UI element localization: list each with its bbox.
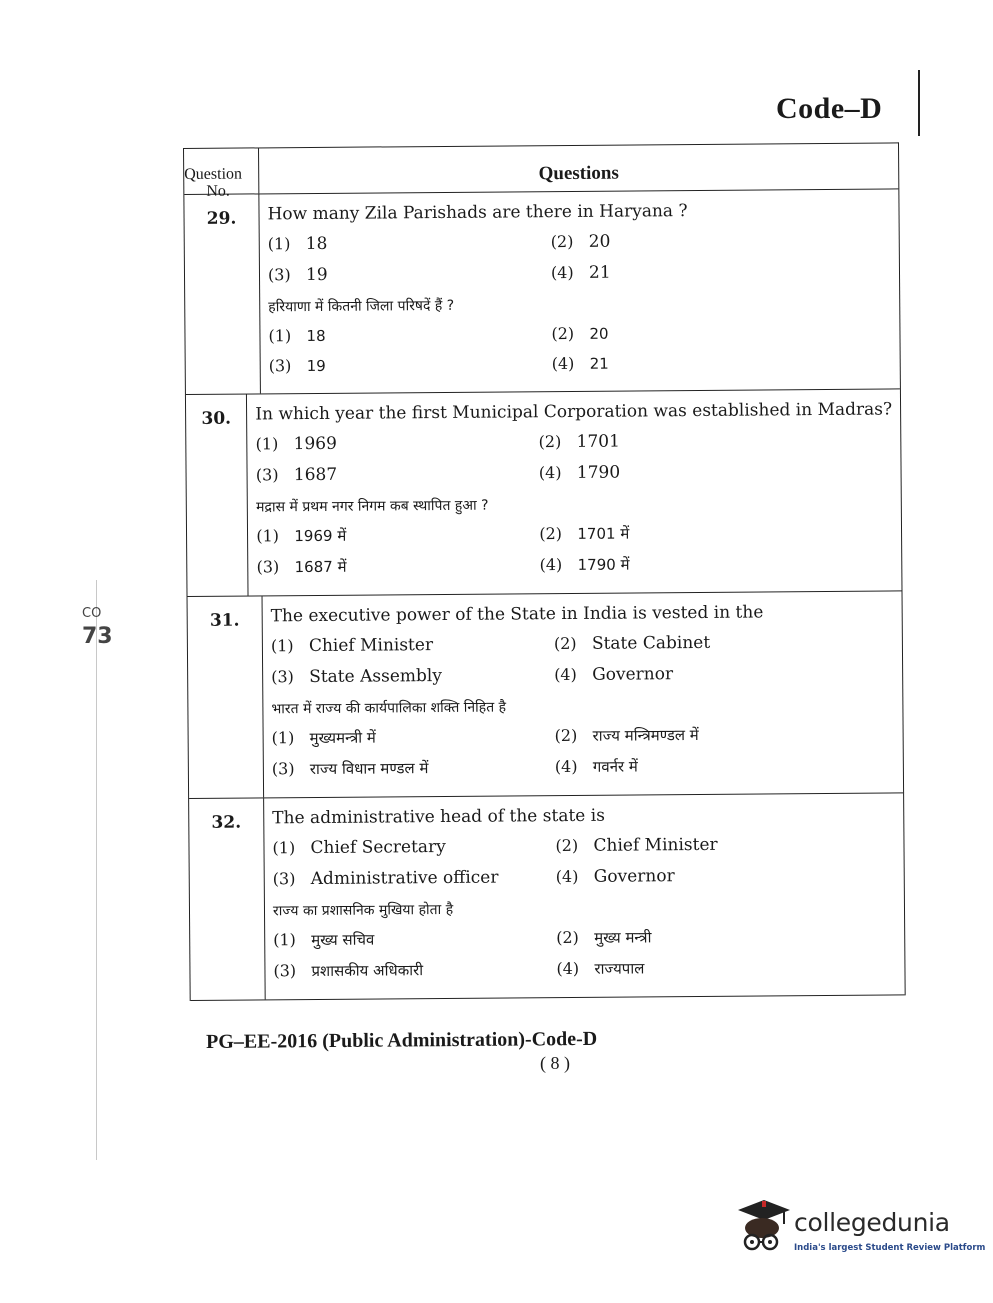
option-value: 1701 bbox=[576, 431, 620, 452]
paper-footer-title: PG–EE-2016 (Public Administration)-Code-D bbox=[206, 1027, 598, 1053]
option-label: (1) bbox=[256, 526, 280, 546]
option-value: Administrative officer bbox=[310, 867, 499, 890]
option-hi bbox=[555, 723, 895, 746]
option-label: (2) bbox=[553, 633, 577, 654]
option-value: 18 bbox=[305, 233, 328, 255]
option-value: Chief Minister bbox=[308, 635, 434, 657]
option-label: (4) bbox=[551, 353, 575, 374]
option-en bbox=[256, 463, 539, 485]
option-value: प्रशासकीय अधिकारी bbox=[311, 961, 424, 981]
options-hi bbox=[272, 723, 895, 779]
option-hi bbox=[273, 959, 556, 981]
option-value: राज्यपाल bbox=[594, 959, 645, 978]
option-en bbox=[556, 864, 896, 887]
column-header-no-line2: No. bbox=[206, 182, 230, 200]
option-label: (3) bbox=[272, 869, 296, 889]
question-text-hi: राज्य का प्रशासनिक मुखिया होता है bbox=[272, 901, 454, 920]
option-label: (2) bbox=[539, 524, 563, 544]
option-value: 1969 bbox=[293, 433, 337, 455]
option-hi bbox=[556, 925, 896, 948]
question-number: 30. bbox=[186, 395, 249, 596]
option-value: 19 bbox=[305, 264, 328, 286]
option-value: मुख्यमन्त्री में bbox=[309, 728, 376, 748]
option-hi bbox=[268, 324, 551, 345]
option-en bbox=[539, 460, 893, 483]
option-hi bbox=[555, 754, 895, 777]
option-value: 1790 bbox=[576, 462, 621, 483]
option-value: 1790 में bbox=[577, 555, 630, 574]
option-value: 21 bbox=[589, 354, 609, 373]
option-value: 1687 bbox=[293, 464, 338, 486]
option-value: 1687 में bbox=[294, 557, 347, 577]
option-value: State Cabinet bbox=[591, 632, 711, 654]
option-label: (2) bbox=[555, 835, 579, 856]
option-label: (4) bbox=[554, 756, 578, 777]
option-label: (2) bbox=[538, 432, 562, 452]
option-label: (1) bbox=[255, 434, 279, 454]
option-label: (4) bbox=[538, 463, 562, 483]
option-value: मुख्य मन्त्री bbox=[594, 928, 652, 947]
option-value: 21 bbox=[588, 262, 611, 283]
question-body bbox=[259, 189, 900, 393]
option-value: Governor bbox=[592, 664, 674, 685]
option-en bbox=[539, 429, 893, 452]
option-en bbox=[268, 263, 551, 285]
scan-stamp-line1: CO bbox=[82, 606, 102, 621]
option-en bbox=[272, 836, 555, 858]
column-header-questions: Questions bbox=[538, 162, 619, 185]
question-block bbox=[184, 189, 900, 395]
question-text-en: How many Zila Parishads are there in Haryana ? bbox=[267, 201, 688, 225]
option-value: Chief Secretary bbox=[310, 836, 446, 859]
question-text-en: In which year the first Municipal Corporation was established in Madras? bbox=[255, 399, 893, 425]
options-en bbox=[256, 429, 893, 485]
option-value: 1701 में bbox=[577, 524, 630, 543]
question-text-hi: मद्रास में प्रथम नगर निगम कब स्थापित हुआ ? bbox=[256, 497, 489, 516]
scan-edge-line bbox=[96, 580, 97, 1160]
option-label: (3) bbox=[273, 961, 297, 981]
option-hi bbox=[539, 521, 893, 544]
option-value: राज्य मन्त्रिमण्डल में bbox=[592, 725, 699, 745]
option-en bbox=[271, 634, 554, 656]
options-en bbox=[272, 833, 895, 889]
option-value: मुख्य सचिव bbox=[311, 930, 375, 950]
option-en bbox=[551, 260, 891, 283]
option-value: Governor bbox=[593, 866, 675, 887]
option-value: 20 bbox=[589, 324, 609, 343]
option-label: (3) bbox=[271, 667, 294, 687]
collegedunia-watermark bbox=[736, 1198, 986, 1268]
option-hi bbox=[272, 726, 555, 748]
option-en bbox=[551, 229, 891, 252]
question-body bbox=[264, 793, 905, 999]
option-en bbox=[273, 867, 556, 889]
options-en bbox=[271, 631, 894, 687]
option-label: (1) bbox=[268, 326, 292, 346]
question-body bbox=[263, 591, 904, 797]
question-number: 29. bbox=[184, 194, 261, 394]
option-label: (3) bbox=[267, 265, 291, 285]
question-text-hi: भारत में राज्य की कार्यपालिका शक्ति निहित है bbox=[271, 699, 507, 718]
option-en bbox=[555, 833, 895, 856]
option-label: (2) bbox=[550, 231, 574, 252]
question-table bbox=[183, 142, 906, 1001]
table-header bbox=[184, 143, 898, 200]
option-label: (4) bbox=[554, 664, 577, 685]
option-value: राज्य विधान मण्डल में bbox=[309, 759, 429, 779]
option-en bbox=[554, 631, 894, 654]
options-hi bbox=[273, 925, 896, 981]
option-label: (3) bbox=[268, 356, 292, 376]
option-hi bbox=[556, 956, 896, 979]
question-text-hi: हरियाणा में कितनी जिला परिषदें हैं ? bbox=[268, 297, 455, 316]
option-en bbox=[554, 662, 894, 685]
option-label: (1) bbox=[272, 838, 296, 858]
option-label: (3) bbox=[255, 465, 279, 485]
question-block bbox=[189, 793, 905, 1001]
option-label: (2) bbox=[556, 927, 579, 948]
option-hi bbox=[551, 321, 891, 343]
question-body bbox=[247, 389, 901, 595]
option-en bbox=[271, 665, 554, 687]
column-header-no-line1: Question bbox=[184, 165, 243, 183]
brand-tagline: India's largest Student Review Platform bbox=[794, 1243, 986, 1253]
option-en bbox=[268, 232, 551, 254]
question-text-en: The administrative head of the state is bbox=[272, 805, 605, 829]
option-value: 19 bbox=[306, 356, 326, 376]
page-number: ( 8 ) bbox=[540, 1053, 570, 1073]
option-label: (4) bbox=[550, 262, 574, 283]
option-label: (3) bbox=[256, 557, 280, 577]
option-hi bbox=[256, 524, 539, 546]
question-block bbox=[188, 591, 904, 799]
brand-name: collegedunia bbox=[794, 1208, 950, 1237]
graduate-mascot-icon bbox=[736, 1198, 792, 1258]
question-number: 32. bbox=[189, 798, 266, 1000]
options-en bbox=[268, 229, 891, 285]
paper-code: Code–D bbox=[776, 92, 883, 125]
question-block bbox=[186, 389, 902, 597]
options-hi bbox=[256, 521, 893, 577]
option-value: State Assembly bbox=[309, 665, 442, 688]
option-hi bbox=[273, 928, 556, 950]
option-hi bbox=[257, 555, 540, 577]
header-rule bbox=[918, 70, 920, 136]
options-hi bbox=[268, 321, 891, 375]
question-list bbox=[184, 189, 904, 1001]
option-label: (1) bbox=[267, 234, 291, 254]
option-value: Chief Minister bbox=[593, 834, 718, 856]
option-label: (2) bbox=[551, 323, 575, 344]
question-text-en: The executive power of the State in India is vested in the bbox=[270, 602, 764, 627]
option-label: (1) bbox=[270, 636, 294, 656]
option-label: (4) bbox=[555, 866, 579, 887]
option-hi bbox=[540, 552, 894, 575]
option-hi bbox=[552, 351, 892, 373]
option-label: (2) bbox=[554, 725, 578, 746]
question-number: 31. bbox=[188, 596, 265, 798]
option-value: 1969 में bbox=[294, 526, 347, 546]
scan-stamp-mark bbox=[82, 606, 116, 651]
option-en bbox=[256, 432, 539, 454]
option-label: (1) bbox=[273, 930, 296, 950]
option-label: (1) bbox=[271, 728, 295, 748]
option-hi bbox=[269, 354, 552, 375]
option-label: (4) bbox=[556, 958, 580, 979]
option-value: गवर्नर में bbox=[592, 757, 638, 776]
scan-stamp-line2: 73 bbox=[82, 623, 113, 649]
option-value: 20 bbox=[588, 231, 611, 252]
option-label: (3) bbox=[271, 759, 295, 779]
option-hi bbox=[272, 757, 555, 779]
option-value: 18 bbox=[306, 326, 326, 346]
option-label: (4) bbox=[539, 555, 563, 575]
column-header-question-no bbox=[184, 148, 259, 200]
